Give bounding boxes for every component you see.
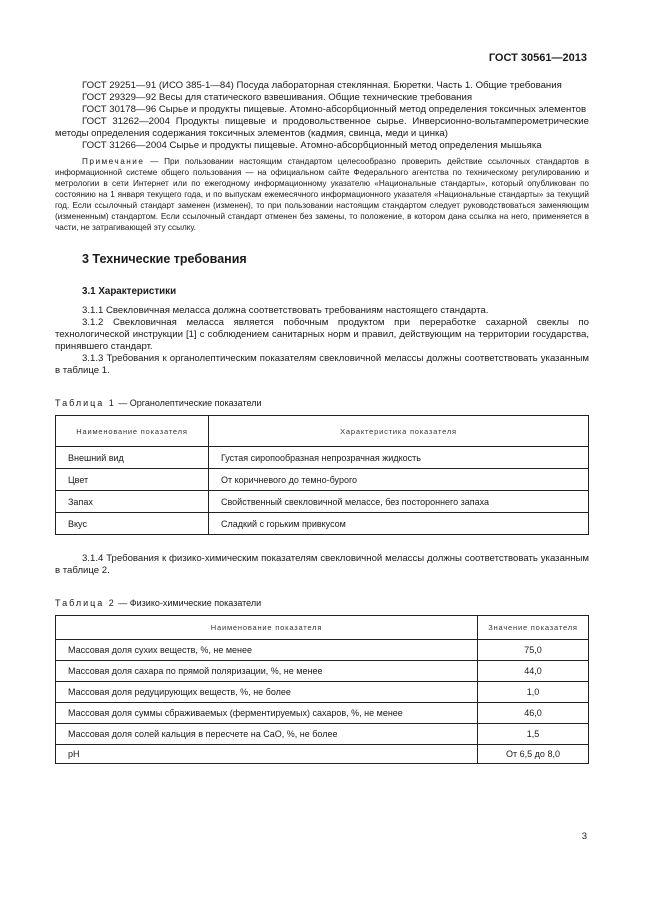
table-row <box>56 640 589 661</box>
table2-caption-text: — Физико-химические показатели <box>115 598 262 608</box>
document-header: ГОСТ 30561—2013 <box>488 52 587 64</box>
note-paragraph <box>55 156 589 233</box>
table2-caption <box>55 597 589 609</box>
table-row <box>56 745 589 764</box>
table-cell: Массовая доля редуцирующих веществ, %, не более <box>56 682 478 703</box>
table1-caption <box>55 397 589 409</box>
reference-item: ГОСТ 29329—92 Весы для статического взвешивания. Общие технические требования <box>82 92 473 103</box>
page-number: 3 <box>581 831 587 842</box>
table-row <box>56 703 589 724</box>
table-cell: Густая сиропообразная непрозрачная жидкость <box>209 447 589 469</box>
table-cell: 46,0 <box>478 703 589 724</box>
table-cell: 1,0 <box>478 682 589 703</box>
table-cell: Массовая доля сахара по прямой поляризации, %, не менее <box>56 661 478 682</box>
table-row <box>56 724 589 745</box>
table1-caption-text: — Органолептические показатели <box>115 398 262 408</box>
table-row <box>56 447 589 469</box>
table-cell: Внешний вид <box>56 447 209 469</box>
physico-chemical-table <box>55 615 589 764</box>
table-row <box>56 513 589 535</box>
table2-caption-label: Таблица 2 <box>55 598 116 608</box>
reference-item: ГОСТ 31266—2004 Сырье и продукты пищевые. Атомно-абсорбционный метод определения мышьяка <box>82 140 542 151</box>
section-title: 3 Технические требования <box>82 252 247 266</box>
table-cell: 1,5 <box>478 724 589 745</box>
table-cell: Запах <box>56 491 209 513</box>
table-cell: Цвет <box>56 469 209 491</box>
page-content <box>55 80 589 764</box>
table-row <box>56 491 589 513</box>
table-cell: 44,0 <box>478 661 589 682</box>
table-cell: Массовая доля солей кальция в пересчете на CaO, %, не более <box>56 724 478 745</box>
table-row <box>56 682 589 703</box>
column-header: Характеристика показателя <box>209 416 589 447</box>
paragraph-3-1-4: 3.1.4 Требования к физико-химическим показателям свекловичной мелассы должны соответствовать указанным в таблице 2. <box>55 553 589 576</box>
table-row <box>56 661 589 682</box>
table1-caption-label: Таблица 1 <box>55 398 116 408</box>
table-cell: Сладкий с горьким привкусом <box>209 513 589 535</box>
table-cell: Вкус <box>56 513 209 535</box>
note-text: — При пользовании настоящим стандартом целесообразно проверить действие ссылочных стандартов в информационной системе общего пользования — на официальном сайте Федерального агентства по техническому регулированию и метрологии в сети Интернет или по ежегодному информационному указателю «Национальные стандарты», который опубликован по состоянию на 1 января текущего года, и по выпускам ежемесячного информационного указателя «Национальные стандарты» за текущий год. Если ссылочный стандарт заменен (изменен), то при пользовании настоящим стандартом следует руководствоваться заменяющим (измененным) стандартом. Если ссылочный стандарт отменен без замены, то положение, в котором дана ссылка на него, применяется в части, не затрагивающей эту ссылку. <box>55 157 589 232</box>
organoleptic-table <box>55 415 589 535</box>
table-cell: Свойственный свекловичной мелассе, без постороннего запаха <box>209 491 589 513</box>
column-header: Наименование показателя <box>56 616 478 640</box>
table-header-row <box>56 416 589 447</box>
column-header: Значение показателя <box>478 616 589 640</box>
paragraph-3-1-1: 3.1.1 Свекловичная меласса должна соответствовать требованиям настоящего стандарта. <box>82 305 489 316</box>
table-cell: pH <box>56 745 478 764</box>
table-cell: От коричневого до темно-бурого <box>209 469 589 491</box>
column-header: Наименование показателя <box>56 416 209 447</box>
table-cell: От 6,5 до 8,0 <box>478 745 589 764</box>
reference-item: ГОСТ 31262—2004 Продукты пищевые и продовольственное сырье. Инверсионно-вольтамперометрические методы определения содержания токсичных элементов (кадмия, свинца, меди и цинка) <box>55 116 589 139</box>
table-cell: Массовая доля сухих веществ, %, не менее <box>56 640 478 661</box>
table-row <box>56 469 589 491</box>
subsection-title: 3.1 Характеристики <box>82 286 177 297</box>
table-cell: Массовая доля суммы сбраживаемых (ферментируемых) сахаров, %, не менее <box>56 703 478 724</box>
table-cell: 75,0 <box>478 640 589 661</box>
table-header-row <box>56 616 589 640</box>
paragraph-3-1-3: 3.1.3 Требования к органолептическим показателям свекловичной мелассы должны соответствовать указанным в таблице 1. <box>55 353 589 376</box>
note-label: Примечание <box>82 157 145 166</box>
reference-item: ГОСТ 30178—96 Сырье и продукты пищевые. Атомно-абсорбционный метод определения токсичных элементов <box>82 104 587 115</box>
reference-item: ГОСТ 29251—91 (ИСО 385-1—84) Посуда лабораторная стеклянная. Бюретки. Часть 1. Общие требования <box>82 80 562 91</box>
paragraph-3-1-2: 3.1.2 Свекловичная меласса является побочным продуктом при переработке сахарной свеклы по технологической инструкции [1] с соблюдением санитарных норм и правил, действующим на территории государства, принявшего стандарт. <box>55 317 589 352</box>
